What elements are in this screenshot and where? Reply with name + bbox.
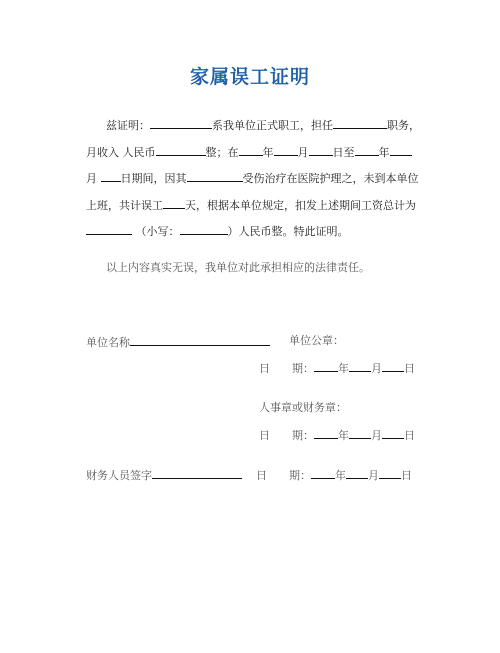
liability-statement: 以上内容真实无误，我单位对此承担相应的法律责任。 [106,261,370,274]
date-3-year-blank[interactable] [311,467,335,479]
start-day-blank[interactable] [309,144,333,156]
closing-clause: ）人民币整。特此证明。 [227,225,349,238]
day-label: 日 [404,362,415,375]
date-1-day-blank[interactable] [382,360,404,372]
year-label: 年 [338,362,349,375]
period-label: 日期间，因其 [120,172,187,185]
date-1-month-blank[interactable] [349,360,371,372]
date-3-month-blank[interactable] [346,467,368,479]
start-year-blank[interactable] [239,144,263,156]
employee-name-blank[interactable] [150,117,212,129]
month-label: 月 [297,146,309,159]
certify-line-5 [86,223,349,239]
date-2-day-blank[interactable] [382,427,404,439]
certify-line-2 [86,144,412,160]
income-label: 月收入 [86,146,119,159]
month-label: 月 [86,172,97,185]
income-blank[interactable] [156,144,206,156]
certify-line-1 [106,117,420,133]
unit-name-label: 单位名称 [86,336,130,349]
total-amount-blank[interactable] [86,223,132,235]
finance-signature-label: 财务人员签字 [86,469,152,482]
finance-signature-row [86,467,242,483]
position-blank[interactable] [333,117,387,129]
day-to-label: 日至 [332,146,355,159]
day-label: 日 [404,429,415,442]
end-year-blank[interactable] [355,144,379,156]
certify-line-4 [86,197,416,213]
absence-label: 上班，共计误工 [86,199,163,212]
date-2-month-blank[interactable] [349,427,371,439]
date-row-3 [256,467,412,483]
start-month-blank[interactable] [274,144,298,156]
employee-clause: 系我单位正式职工，担任 [212,119,333,132]
absence-days-blank[interactable] [163,197,185,209]
unit-seal-label: 单位公章： [289,334,344,347]
year-label: 年 [335,469,346,482]
date-2-year-blank[interactable] [314,427,338,439]
day-label: 日 [401,469,412,482]
end-month-blank[interactable] [390,144,412,156]
income-suffix: 整；在 [205,146,239,159]
certify-line-3 [86,170,419,186]
care-clause: 受伤治疗在医院护理之，未到本单位 [242,172,419,185]
year-label: 年 [262,146,274,159]
date-label: 日 期： [259,362,314,375]
unit-name-blank[interactable] [130,334,270,346]
position-suffix: 职务， [387,119,420,132]
date-3-day-blank[interactable] [379,467,401,479]
amount-lowercase-blank[interactable] [180,223,228,235]
year-label: 年 [378,146,390,159]
date-row-1 [259,360,415,376]
date-row-2 [259,427,415,443]
finance-signature-blank[interactable] [152,467,242,479]
relative-blank[interactable] [187,170,243,182]
lowercase-label: （小写： [135,225,180,238]
date-label: 日 期： [256,469,311,482]
year-label: 年 [338,429,349,442]
certify-label: 兹证明： [106,119,150,132]
month-label: 月 [371,429,382,442]
end-day-blank[interactable] [101,170,121,182]
currency-label: 人民币 [122,146,156,159]
document-title: 家属误工证明 [189,66,310,88]
unit-name-row [86,334,270,350]
date-1-year-blank[interactable] [314,360,338,372]
hr-seal-label: 人事章或财务章： [259,401,347,414]
deduction-clause: 天，根据本单位规定，扣发上述期间工资总计为 [185,199,416,212]
month-label: 月 [371,362,382,375]
month-label: 月 [368,469,379,482]
date-label: 日 期： [259,429,314,442]
